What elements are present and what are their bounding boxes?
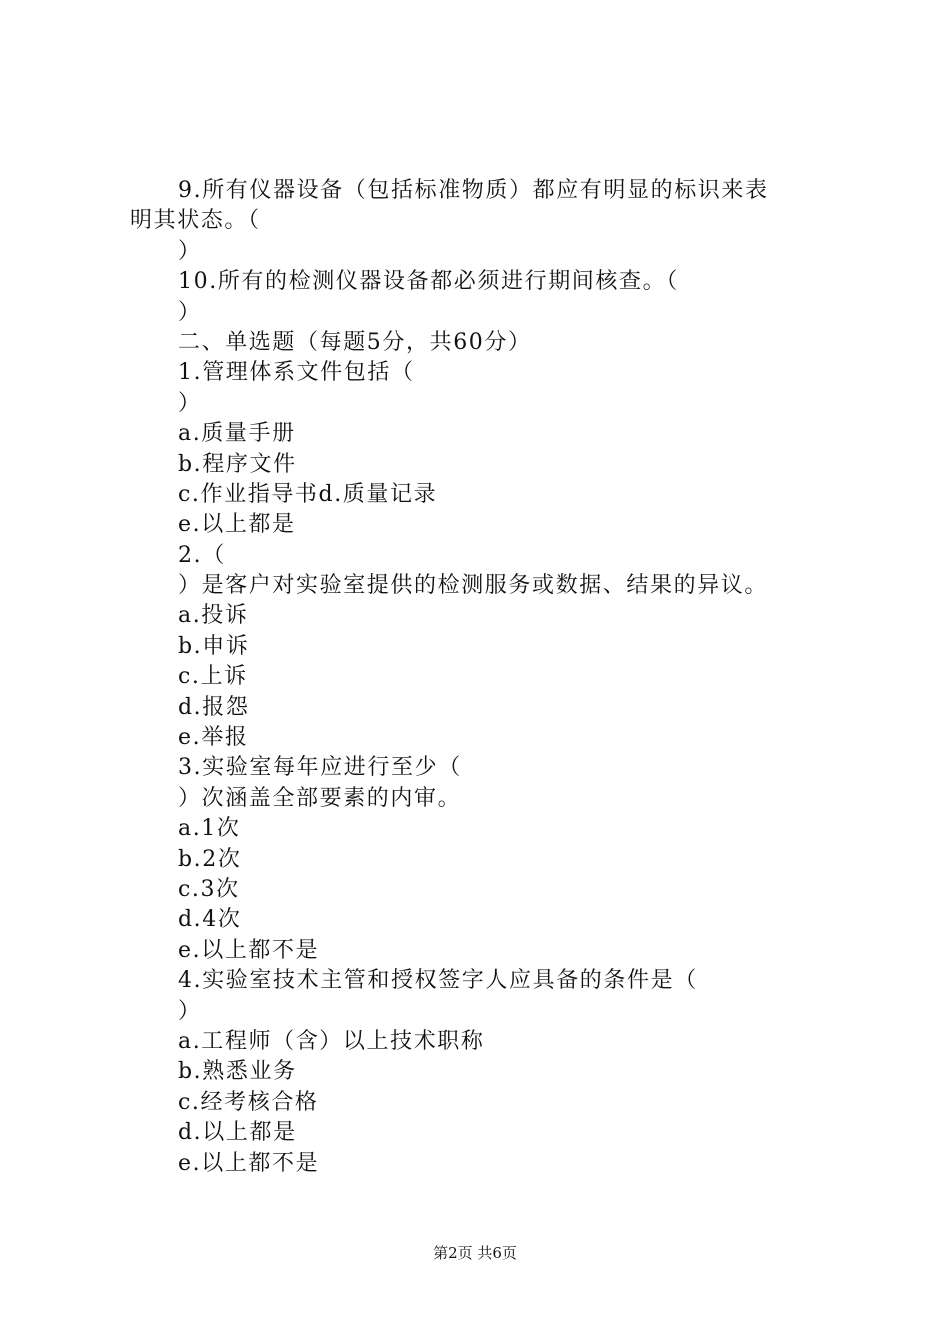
mc-question-2-option-c: c.上诉 [178,664,248,690]
mc-question-3-option-d: d.4次 [178,907,242,933]
mc-question-3-line-1: 3.实验室每年应进行至少（ [178,755,462,781]
mc-question-3-line-2: ）次涵盖全部要素的内审。 [178,785,462,811]
page-number-footer: 第2页 共6页 [433,1244,517,1262]
mc-question-1-option-e: e.以上都是 [178,512,296,538]
mc-question-1-line-1: 1.管理体系文件包括（ [178,360,415,386]
mc-question-3-option-c: c.3次 [178,876,240,902]
mc-question-4-option-a: a.工程师（含）以上技术职称 [178,1028,485,1054]
question-9-line-1: 9.所有仪器设备（包括标准物质）都应有明显的标识来表 [178,178,769,203]
mc-question-4-option-b: b.熟悉业务 [178,1059,297,1085]
mc-question-2-option-a: a.投诉 [178,603,249,629]
mc-question-3-option-e: e.以上都不是 [178,937,320,963]
mc-question-2-line-1: 2.（ [178,542,226,568]
question-9-line-2: 明其状态。（ [130,208,261,234]
question-9-line-3: ） [178,238,202,264]
mc-question-4-option-d: d.以上都是 [178,1120,297,1146]
mc-question-1-option-b: b.程序文件 [178,451,297,477]
mc-question-2-line-2: ）是客户对实验室提供的检测服务或数据、结果的异议。 [178,573,769,599]
mc-question-2-option-b: b.申诉 [178,633,250,659]
mc-question-3-option-a: a.1次 [178,816,241,842]
question-10-line-1: 10.所有的检测仪器设备都必须进行期间核查。（ [178,269,679,295]
mc-question-1-option-a: a.质量手册 [178,421,296,447]
mc-question-4-line-1: 4.实验室技术主管和授权签字人应具备的条件是（ [178,968,698,994]
document-body [130,176,840,1179]
question-10-line-2: ） [178,299,202,325]
mc-question-2-option-e: e.举报 [178,725,249,751]
mc-question-4-option-e: e.以上都不是 [178,1150,320,1176]
section-heading: 二、单选题（每题5分，共60分） [178,329,532,355]
mc-question-3-option-b: b.2次 [178,846,242,872]
mc-question-1-line-2: ） [178,390,202,416]
mc-question-1-option-c-d: c.作业指导书d.质量记录 [178,481,438,507]
mc-question-4-line-2: ） [178,998,202,1024]
mc-question-4-option-c: c.经考核合格 [178,1089,319,1115]
mc-question-2-option-d: d.报怨 [178,694,250,720]
